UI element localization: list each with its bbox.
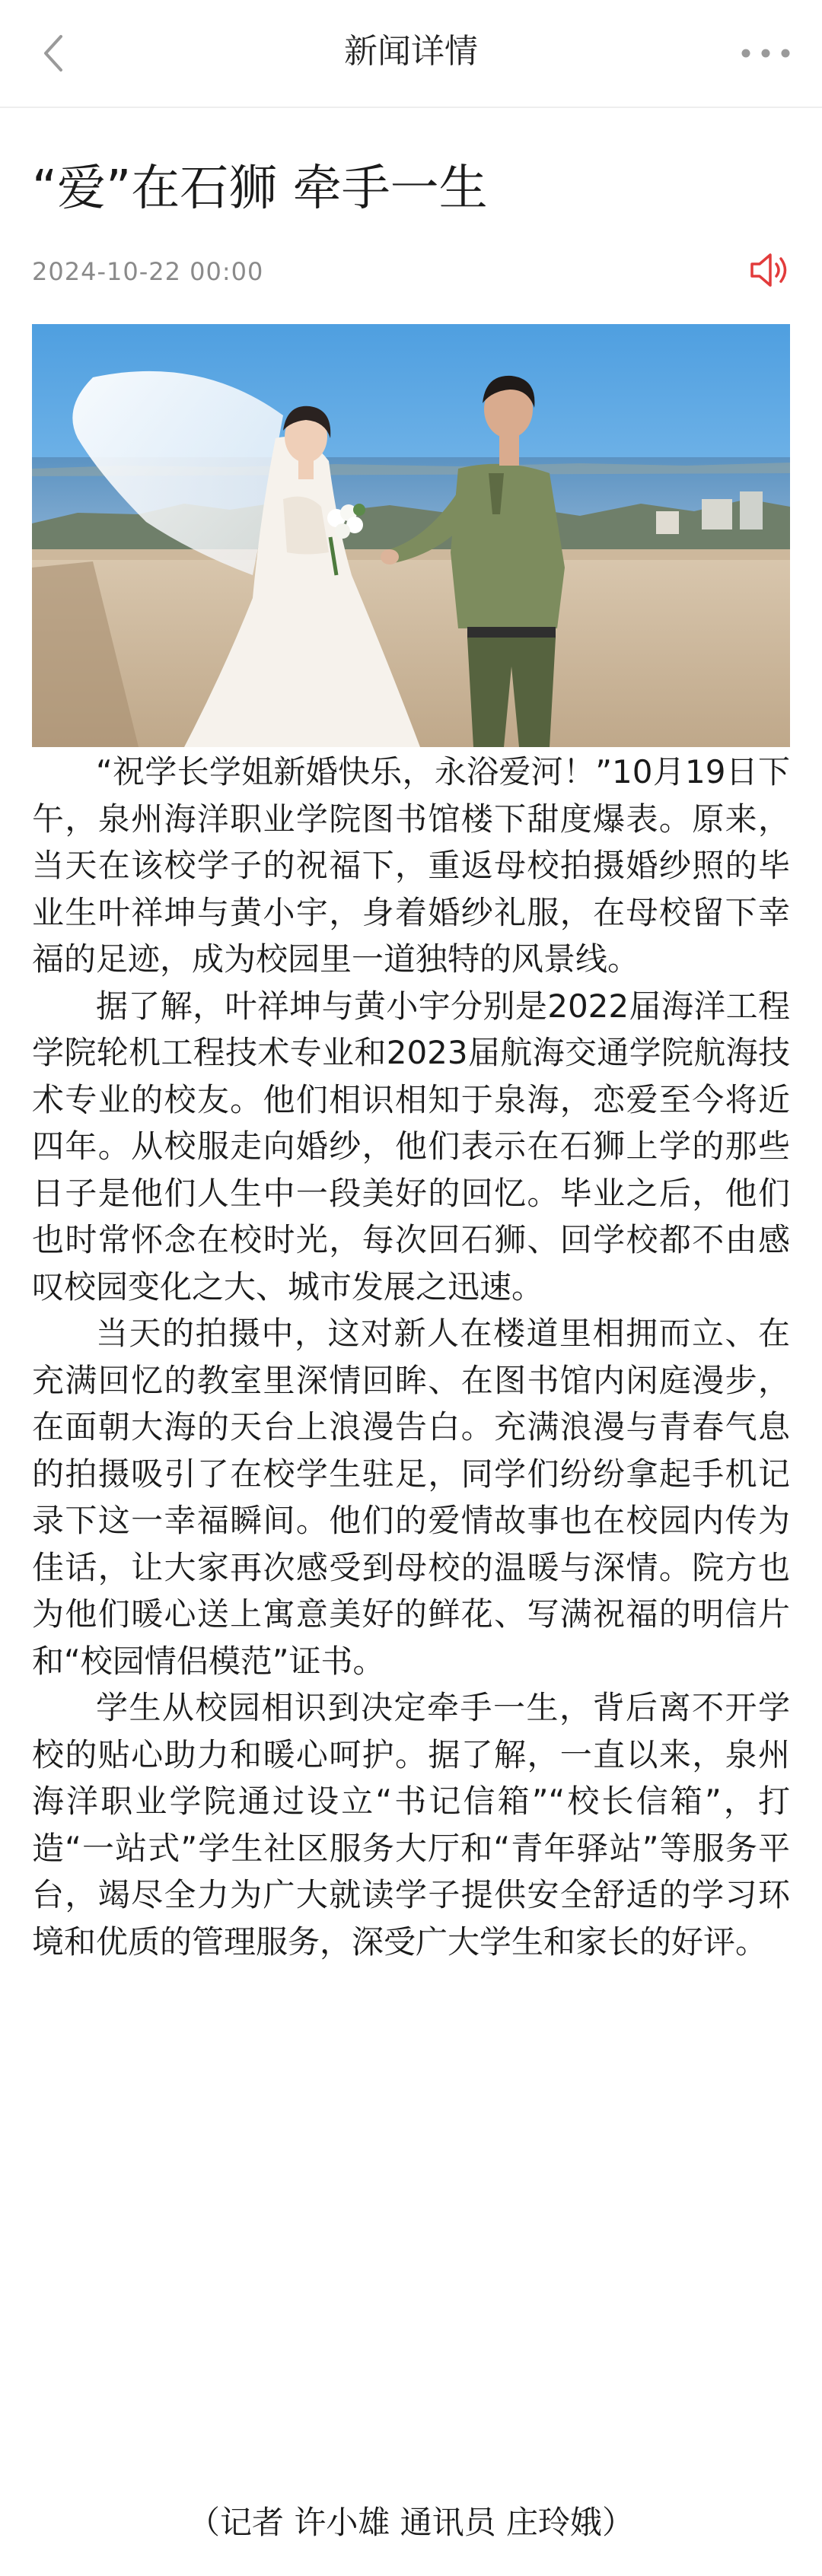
publish-date: 2024-10-22 00:00 [32,257,264,286]
more-options-button[interactable] [735,30,796,76]
top-navigation-bar [0,0,822,108]
page-title: 新闻详情 [344,32,478,71]
more-horizontal-icon [738,46,793,61]
article-title: “爱”在石狮 牵手一生 [32,161,488,217]
paragraph-2: 据了解，叶祥坤与黄小宇分别是2022届海洋工程学院轮机工程技术专业和2023届航海交通学院航海技术专业的校友。他们相识相知于泉海，恋爱至今将近四年。从校服走向婚纱，他们表示在石狮上学的那些日子是他们人生中一段美好的回忆。毕业之后，他们也时常怀念在校时光，每次回石狮、回学校都不由感叹校园变化之大、城市发展之迅速。 [32,987,790,1305]
read-aloud-button[interactable] [749,251,793,289]
paragraph-1: “祝学长学姐新婚快乐，永浴爱河！”10月19日下午，泉州海洋职业学院图书馆楼下甜度爆表。原来，当天在该校学子的祝福下，重返母校拍摄婚纱照的毕业生叶祥坤与黄小宇，身着婚纱礼服，在母校留下幸福的足迹，成为校园里一道独特的风景线。 [32,753,790,978]
paragraph-3: 当天的拍摄中，这对新人在楼道里相拥而立、在充满回忆的教室里深情回眸、在图书馆内闲庭漫步，在面朝大海的天台上浪漫告白。充满浪漫与青春气息的拍摄吸引了在校学生驻足，同学们纷纷拿起手机记录下这一幸福瞬间。他们的爱情故事也在校园内传为佳话，让大家再次感受到母校的温暖与深情。院方也为他们暖心送上寓意美好的鲜花、写满祝福的明信片和“校园情侣模范”证书。 [32,1315,790,1680]
article-photo [32,324,790,747]
article-body [32,749,790,1965]
article-byline: （记者 许小雄 通讯员 庄玲娥） [187,2504,635,2541]
speaker-icon [749,251,793,289]
paragraph-4: 学生从校园相识到决定牵手一生，背后离不开学校的贴心助力和暖心呵护。据了解，一直以来，泉州海洋职业学院通过设立“书记信箱”“校长信箱”，打造“一站式”学生社区服务大厅和“青年驿站”等服务平台，竭尽全力为广大就读学子提供安全舒适的学习环境和优质的管理服务，深受广大学生和家长的好评。 [32,1689,790,1961]
